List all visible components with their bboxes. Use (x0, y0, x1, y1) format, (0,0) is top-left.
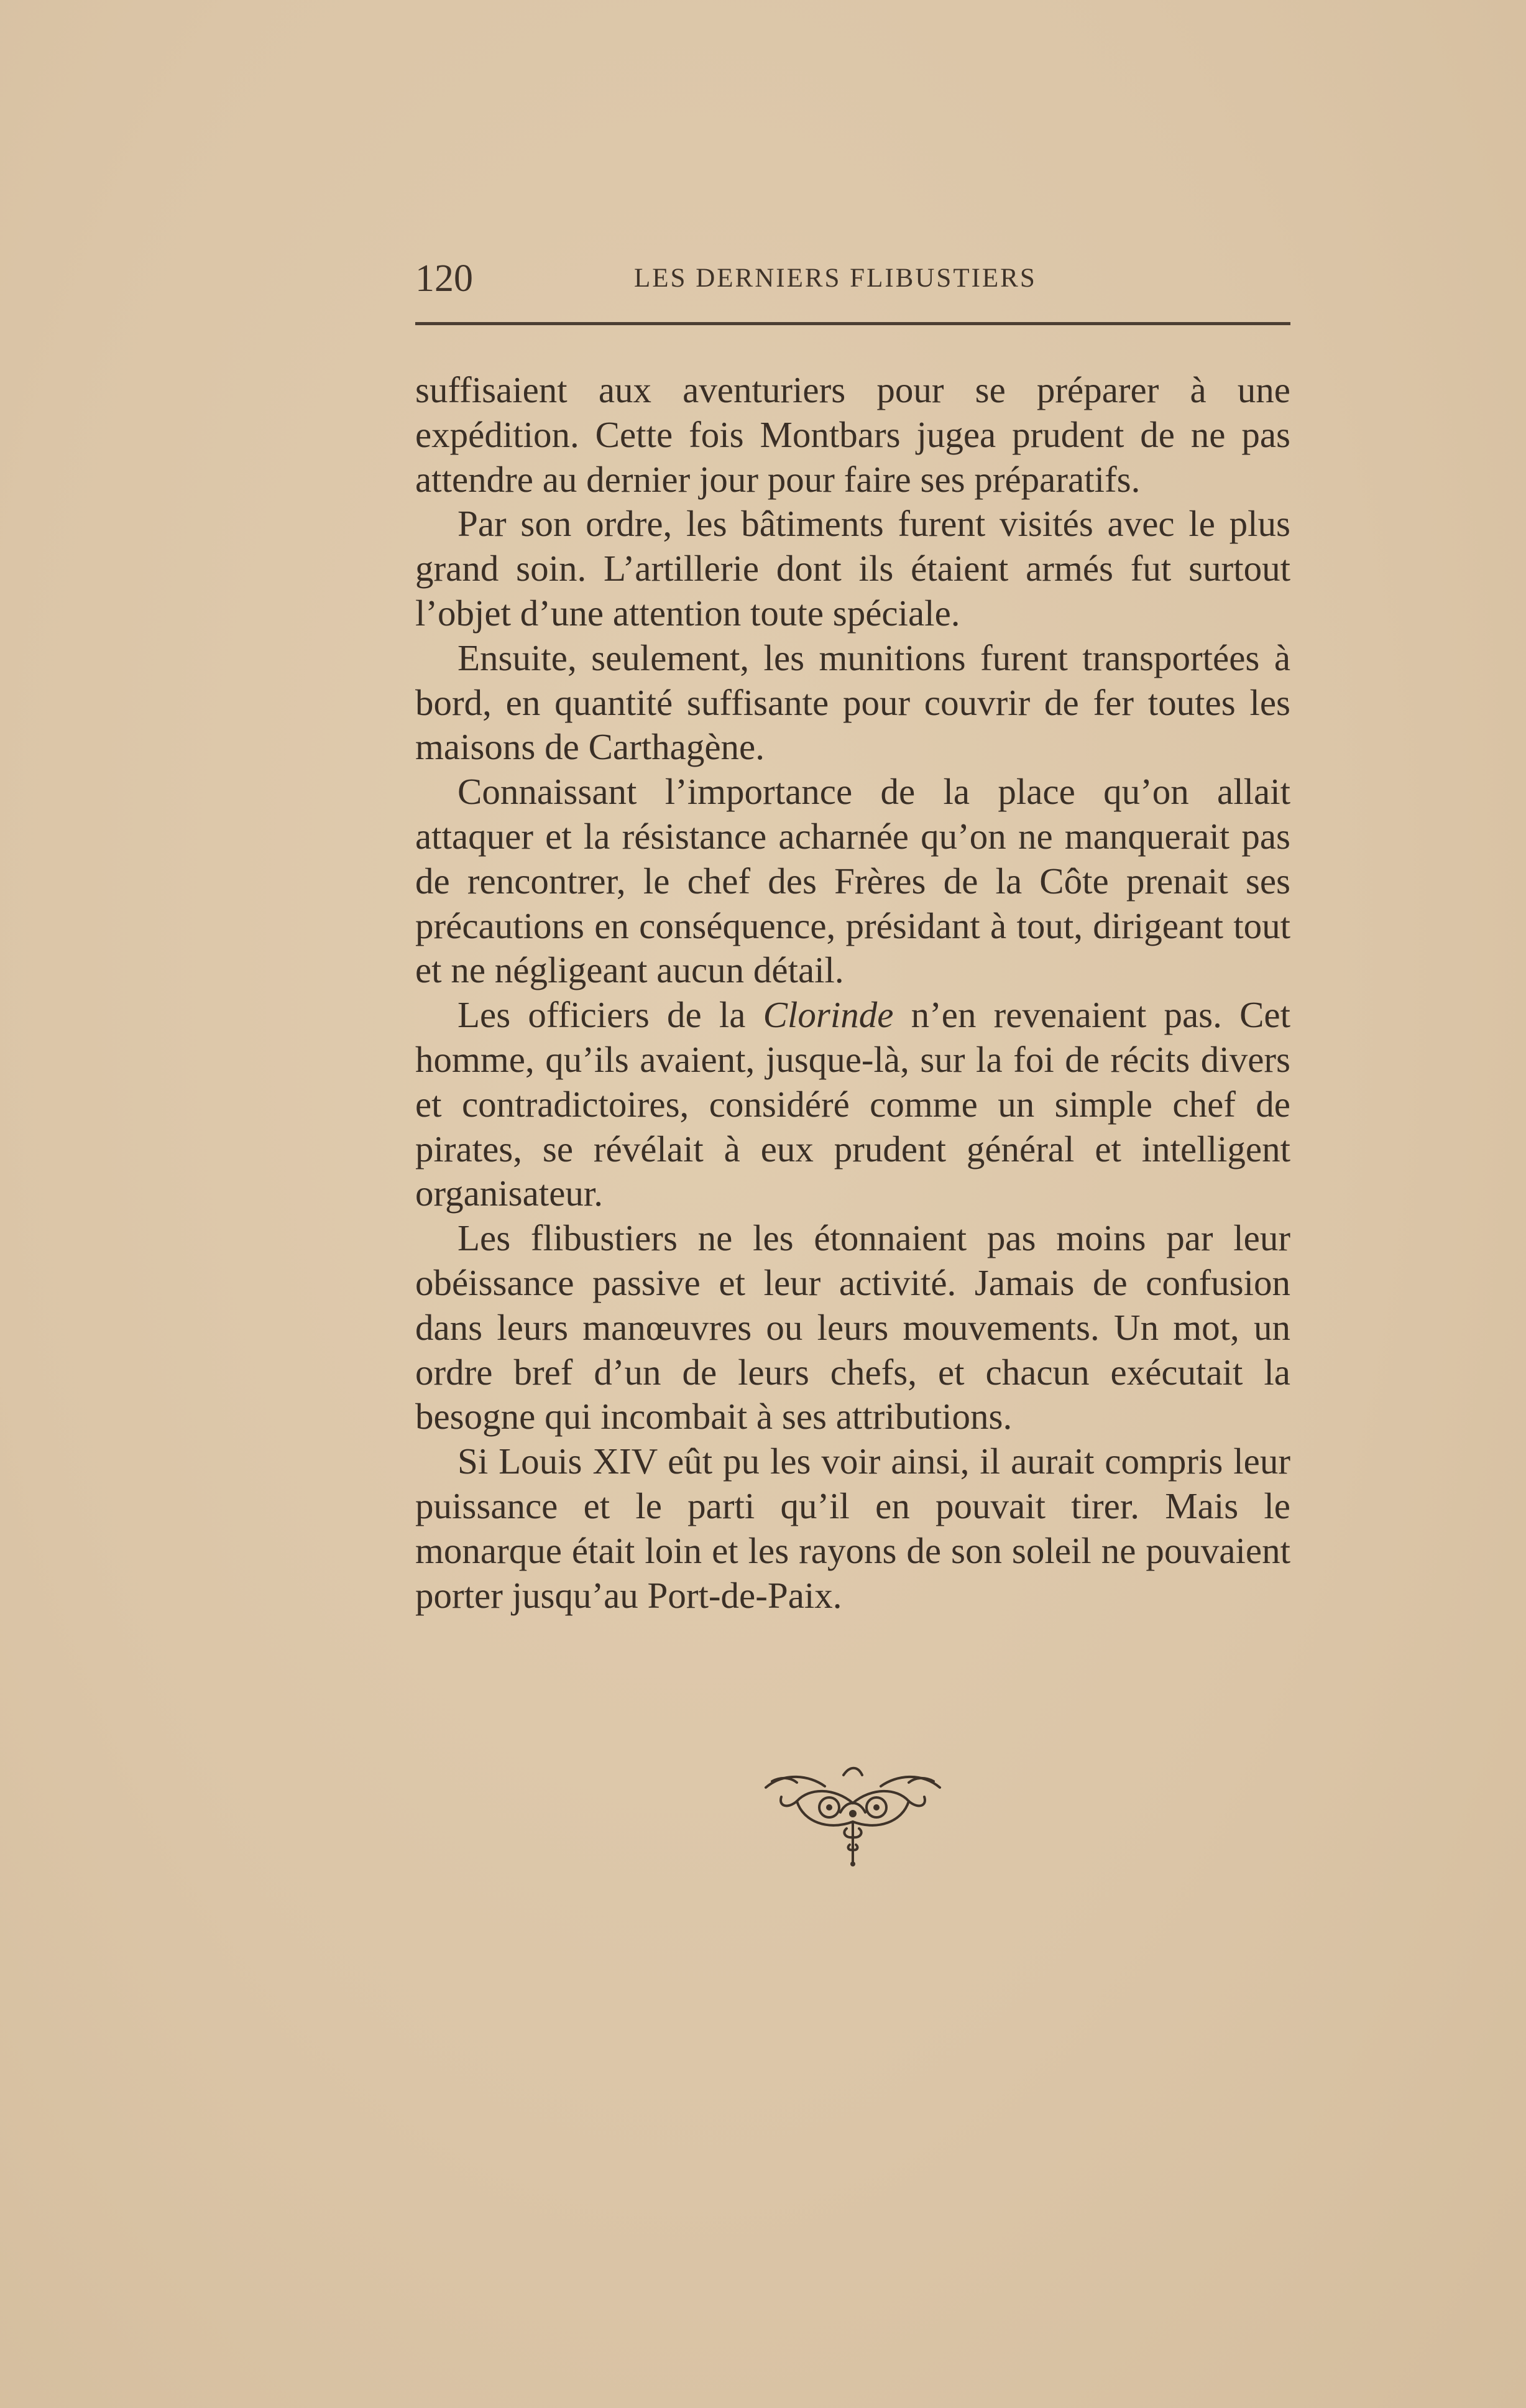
running-title: LES DERNIERS FLIBUSTIERS (634, 264, 1037, 293)
header-rule (415, 322, 1290, 325)
paragraph-5 (415, 993, 1290, 1216)
paragraph-2: Par son ordre, les bâtiments furent visités avec le plus grand soin. L’artillerie dont ils étaient armés fut surtout l’objet d’une attention toute spéciale. (415, 503, 1290, 634)
paragraph-7: Si Louis XIV eût pu les voir ainsi, il aurait compris leur puissance et le parti qu’il en pouvait tirer. Mais le monarque était loin et les rayons de son soleil ne pouvaient porter jusqu’au Port-de-Paix. (415, 1441, 1290, 1616)
page-number: 120 (415, 257, 473, 300)
floral-tailpiece-icon (760, 1763, 946, 1871)
body-text (415, 368, 1290, 1618)
page-header (415, 252, 1290, 302)
ship-name: Clorinde (763, 994, 894, 1036)
paragraph-5-before: Les officiers de la (457, 994, 763, 1036)
paragraph-4: Connaissant l’importance de la place qu’on allait attaquer et la résistance acharnée qu’on ne manquerait pas de rencontrer, le chef des Frères de la Côte prenait ses précautions en conséquence, présidant à tout, dirigeant tout et ne négligeant aucun détail. (415, 771, 1290, 991)
paragraph-1: suffisaient aux aventuriers pour se préparer à une expédition. Cette fois Montbars jugea prudent de ne pas attendre au dernier jour pour faire ses préparatifs. (415, 369, 1290, 500)
paragraph-3: Ensuite, seulement, les munitions furent transportées à bord, en quantité suffisante pour couvrir de fer toutes les maisons de Carthagène. (415, 637, 1290, 768)
paragraph-5-after: n’en revenaient pas. Cet homme, qu’ils avaient, jusque-là, sur la foi de récits divers et contradictoires, considéré comme un simple chef de pirates, se révélait à eux prudent général et intelligent organisateur. (415, 994, 1290, 1214)
paragraph-6: Les flibustiers ne les étonnaient pas moins par leur obéissance passive et leur activité. Jamais de confusion dans leurs manœuvres ou leurs mouvements. Un mot, un ordre bref d’un de leurs chefs, et chacun exécutait la besogne qui incombait à ses attributions. (415, 1217, 1290, 1437)
